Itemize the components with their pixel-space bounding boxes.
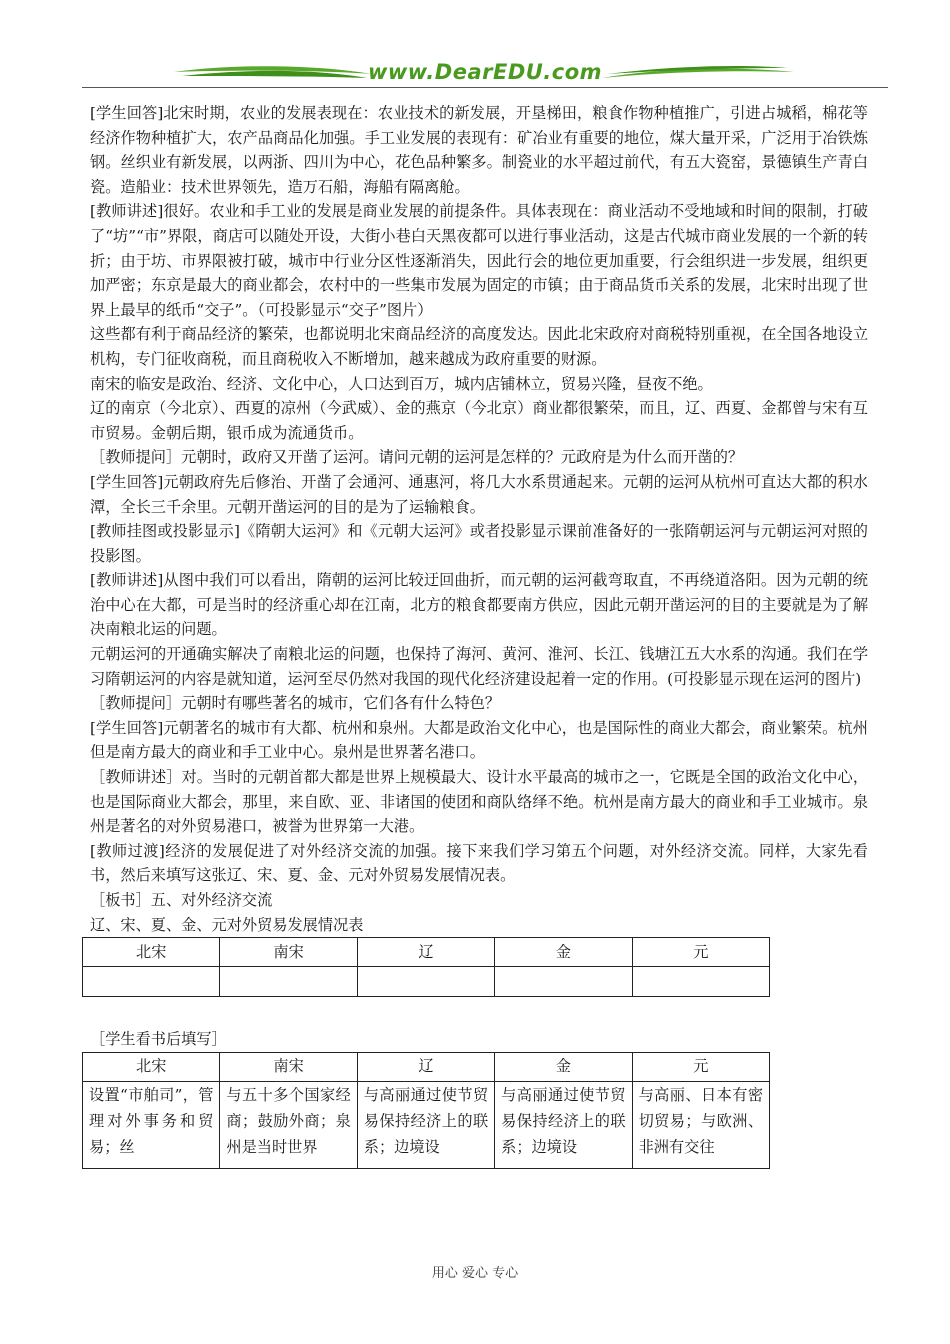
table-header-cell: 辽: [357, 938, 494, 967]
table-cell-empty: [83, 967, 220, 997]
table-header-cell: 北宋: [83, 938, 220, 967]
table-header-cell: 辽: [357, 1052, 494, 1081]
table-header-row: [83, 1052, 770, 1081]
table-cell-empty: [632, 967, 769, 997]
section-label: ［学生看书后填写］: [90, 1030, 227, 1049]
paragraph: ［板书］五、对外经济交流: [90, 891, 273, 909]
page-footer: 用心 爱心 专心: [431, 1266, 519, 1281]
site-logo-text: www.DearEDU.com: [367, 60, 603, 84]
table-header-cell: 元: [632, 1052, 769, 1081]
paragraph: [教师讲述]很好。农业和手工业的发展是商业发展的前提条件。具体表现在：商业活动不受地域和时间的限制，打破了“坊”“市”界限，商店可以随处开设，大街小巷白天黑夜都可以进行事业活动，这是古代城市商业发展的一个新的转折；由于坊、市界限被打破，城市中行业分区性逐渐消失，因此行会的地位更加重要，行会组织进一步发展，组织更加严密；东京是最大的商业都会，农村中的一些集市发展为固定的市镇；由于商品货币关系的发展，北宋时出现了世界上最早的纸币“交子”。（可投影显示“交子”图片）: [90, 202, 868, 319]
paragraph: ［教师讲述］对。当时的元朝首都大都是世界上规模最大、设计水平最高的城市之一，它既是全国的政治文化中心，也是国际商业大都会，那里，来自欧、亚、非诸国的使团和商队络绎不绝。杭州是南方最大的商业和手工业城市。泉州是著名的对外贸易港口，被誉为世界第一大港。: [90, 768, 868, 836]
table-cell: 与五十多个国家经商；鼓励外商；泉州是当时世界: [220, 1081, 357, 1168]
page-header: [82, 58, 888, 90]
trade-table-blank: [82, 937, 770, 997]
paragraph: [教师过渡]经济的发展促进了对外经济交流的加强。接下来我们学习第五个问题，对外经济交流。同样，大家先看书，然后来填写这张辽、宋、夏、金、元对外贸易发展情况表。: [90, 841, 868, 885]
table-row: [83, 967, 770, 997]
table-header-cell: 金: [495, 1052, 632, 1081]
table-header-row: [83, 938, 770, 967]
paragraph: 元朝运河的开通确实解决了南粮北运的问题，也保持了海河、黄河、淮河、长江、钱塘江五大水系的沟通。我们在学习隋朝运河的内容是就知道，运河至尽仍然对我国的现代化经济建设起着一定的作用。(可投影显示现在运河的图片): [90, 645, 868, 688]
table-cell: 设置“市舶司”，管理对外事务和贸易；丝: [83, 1081, 220, 1168]
table-header-cell: 元: [632, 938, 769, 967]
trade-table-filled: [82, 1052, 770, 1169]
table-row: [83, 1081, 770, 1168]
paragraph: [学生回答]元朝政府先后修治、开凿了会通河、通惠河，将几大水系贯通起来。元朝的运河从杭州可直达大都的积水潭，全长三千余里。元朝开凿运河的目的是为了运输粮食。: [90, 472, 868, 516]
table-caption: 辽、宋、夏、金、元对外贸易发展情况表: [90, 915, 364, 934]
table-cell-empty: [357, 967, 494, 997]
paragraph: ［教师提问］元朝时，政府又开凿了运河。请问元朝的运河是怎样的？元政府是为什么而开凿的？: [90, 448, 744, 467]
paragraph: 南宋的临安是政治、经济、文化中心，人口达到百万，城内店铺林立，贸易兴隆，昼夜不绝。: [90, 374, 713, 393]
header-divider: [82, 87, 888, 88]
paragraph: [学生回答]元朝著名的城市有大都、杭州和泉州。大都是政治文化中心，也是国际性的商业大都会，商业繁荣。杭州但是南方最大的商业和手工业中心。泉州是世界著名港口。: [90, 718, 868, 762]
table-cell-empty: [220, 967, 357, 997]
table-header-cell: 南宋: [220, 1052, 357, 1081]
table-cell: 与高丽通过使节贸易保持经济上的联系；边境设: [495, 1081, 632, 1168]
table-cell: 与高丽、日本有密切贸易；与欧洲、非洲有交往: [632, 1081, 769, 1168]
document-body: [90, 101, 868, 1169]
paragraph: [教师讲述]从图中我们可以看出，隋朝的运河比较迂回曲折，而元朝的运河截弯取直，不再绕道洛阳。因为元朝的统治中心在大都，可是当时的经济重心却在江南，北方的粮食都要南方供应，因此元朝开凿运河的目的主要就是为了解决南粮北运的问题。: [90, 571, 868, 639]
table-header-cell: 南宋: [220, 938, 357, 967]
paragraph: [学生回答]北宋时期，农业的发展表现在：农业技术的新发展，开垦梯田，粮食作物种植推广，引进占城稻，棉花等经济作物种植扩大，农产品商品化加强。手工业发展的表现有：矿冶业有重要的地位，煤大量开采，广泛用于冶铁炼钢。丝织业有新发展，以两浙、四川为中心，花色品种繁多。制瓷业的水平超过前代，有五大瓷窑，景德镇生产青白瓷。造船业：技术世界领先，造万石船，海船有隔离舱。: [90, 104, 868, 196]
paragraph: [教师挂图或投影显示]《隋朝大运河》和《元朝大运河》或者投影显示课前准备好的一张隋朝运河与元朝运河对照的投影图。: [90, 522, 868, 565]
table-cell: 与高丽通过使节贸易保持经济上的联系；边境设: [357, 1081, 494, 1168]
paragraph: 这些都有利于商品经济的繁荣，也都说明北宋商品经济的高度发达。因此北宋政府对商税特别重视，在全国各地设立机构，专门征收商税，而且商税收入不断增加，越来越成为政府重要的财源。: [90, 325, 868, 368]
table-cell-empty: [495, 967, 632, 997]
table-header-cell: 北宋: [83, 1052, 220, 1081]
paragraph: 辽的南京（今北京）、西夏的凉州（今武威）、金的燕京（今北京）商业都很繁荣，而且，辽、西夏、金都曾与宋有互市贸易。金朝后期，银币成为流通货币。: [90, 399, 868, 442]
table-header-cell: 金: [495, 938, 632, 967]
paragraph: ［教师提问］元朝时有哪些著名的城市，它们各有什么特色？: [90, 694, 501, 713]
